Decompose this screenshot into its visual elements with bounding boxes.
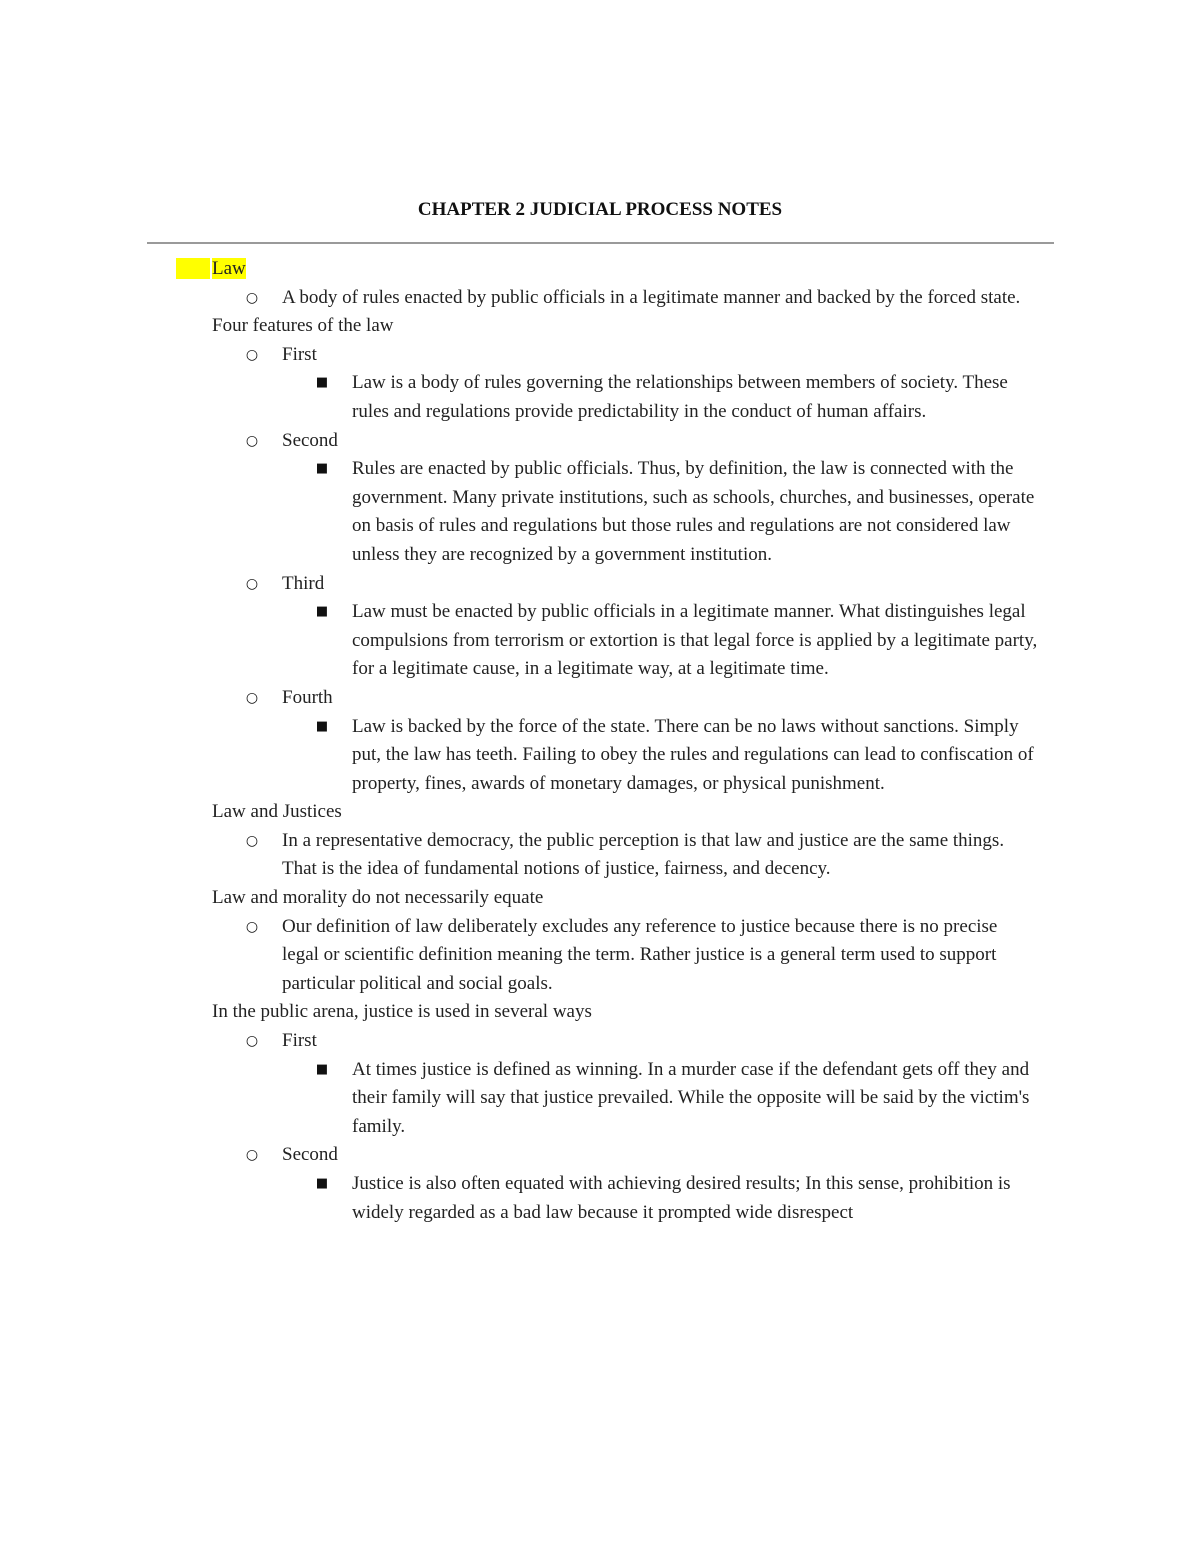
outline-item — [245, 827, 1200, 884]
bullet-square-icon: ■ — [315, 1176, 329, 1191]
subitem-text: Law is a body of rules governing the relationships between members of society. These rules and regulations provide predictability in the conduct of human affairs. — [352, 372, 1008, 422]
title-divider — [147, 242, 1054, 244]
notes-outline — [0, 255, 1200, 1227]
item-subitems — [315, 369, 1200, 426]
item-text: Second — [282, 1144, 338, 1166]
bullet-circle-icon: ○ — [245, 689, 259, 706]
item-text: Second — [282, 429, 338, 451]
section-heading: Law and morality do not necessarily equate — [212, 887, 544, 909]
outline-item — [245, 684, 1200, 798]
notes-content — [0, 255, 1200, 1227]
bullet-circle-icon: ○ — [245, 1147, 259, 1164]
outline-subitem — [315, 455, 1200, 569]
section-items — [245, 827, 1200, 884]
section-heading — [212, 255, 1200, 284]
bullet-square-icon: ■ — [315, 461, 329, 477]
item-text: Fourth — [282, 686, 333, 708]
item-text: Third — [282, 572, 325, 594]
subitem-text: Law is backed by the force of the state. There can be no laws without sanctions. Simply put, the law has teeth. Failing to obey the rules and regulations can lead to confiscation of property, fines, awards of monetary damages, or physical punishment. — [352, 715, 1034, 794]
outline-item — [245, 570, 1200, 684]
bullet-circle-icon: ○ — [245, 832, 259, 849]
item-subitems — [315, 455, 1200, 569]
item-text: First — [282, 343, 317, 365]
bullet-square-icon: ■ — [315, 604, 329, 620]
section-items — [245, 284, 1200, 313]
bullet-square-icon: ■ — [315, 1061, 329, 1077]
outline-item — [245, 913, 1200, 999]
bullet-circle-icon: ○ — [245, 432, 259, 449]
section-heading: In the public arena, justice is used in several ways — [212, 1001, 592, 1023]
section-heading: Four features of the law — [212, 315, 394, 337]
section-items — [245, 913, 1200, 999]
item-text: Our definition of law deliberately excludes any reference to justice because there is no precise legal or scientific definition meaning the term. Rather justice is a general term used to support particular political and social goals. — [282, 915, 998, 994]
outline-section — [0, 998, 1200, 1227]
outline-item — [245, 341, 1200, 427]
outline-subitem — [315, 1170, 1200, 1227]
outline-item — [245, 427, 1200, 570]
outline-subitem — [315, 598, 1200, 684]
highlighted-term: Law — [212, 258, 246, 279]
bullet-circle-icon: ○ — [245, 918, 259, 935]
item-subitems — [315, 1056, 1200, 1142]
outline-section — [0, 312, 1200, 798]
outline-subitem — [315, 369, 1200, 426]
bullet-square-icon: ■ — [315, 375, 329, 391]
outline-item — [245, 1141, 1200, 1227]
outline-subitem — [315, 1056, 1200, 1142]
bullet-circle-icon: ○ — [245, 1033, 259, 1050]
item-text: In a representative democracy, the public perception is that law and justice are the same things. That is the idea of fundamental notions of justice, fairness, and decency. — [282, 829, 1005, 880]
subitem-text: Rules are enacted by public officials. Thus, by definition, the law is connected with the government. Many private institutions, such as schools, churches, and businesses, operate on basis of rules and regulations but those rules and regulations are not considered law unless they are recognized by a government institution. — [352, 458, 1035, 565]
section-items — [245, 1027, 1200, 1227]
bullet-square-icon: ■ — [315, 718, 329, 734]
item-subitems — [315, 1170, 1200, 1227]
item-text: First — [282, 1030, 317, 1052]
subitem-text: Justice is also often equated with achieving desired results; In this sense, prohibition is widely regarded as a bad law because it prompted wide disrespect — [352, 1173, 1011, 1223]
outline-item — [245, 284, 1200, 313]
item-subitems — [315, 713, 1200, 799]
outline-section — [0, 884, 1200, 998]
bullet-circle-icon: ○ — [245, 575, 259, 592]
subitem-text: At times justice is defined as winning. In a murder case if the defendant gets off they and their family will say that justice prevailed. While the opposite will be said by the victim's family. — [352, 1058, 1030, 1137]
outline-subitem — [315, 713, 1200, 799]
page-title: CHAPTER 2 JUDICIAL PROCESS NOTES — [417, 199, 783, 220]
outline-section — [0, 255, 1200, 312]
outline-item — [245, 1027, 1200, 1141]
item-text: A body of rules enacted by public officials in a legitimate manner and backed by the forced state. — [282, 286, 1021, 308]
bullet-circle-icon: ○ — [245, 346, 259, 363]
outline-section — [0, 798, 1200, 884]
section-heading: Law and Justices — [212, 801, 342, 823]
item-subitems — [315, 598, 1200, 684]
subitem-text: Law must be enacted by public officials in a legitimate manner. What distinguishes legal compulsions from terrorism or extortion is that legal force is applied by a legitimate party, for a legitimate cause, in a legitimate way, at a legitimate time. — [352, 601, 1038, 680]
section-items — [245, 341, 1200, 799]
bullet-circle-icon: ○ — [245, 289, 259, 306]
